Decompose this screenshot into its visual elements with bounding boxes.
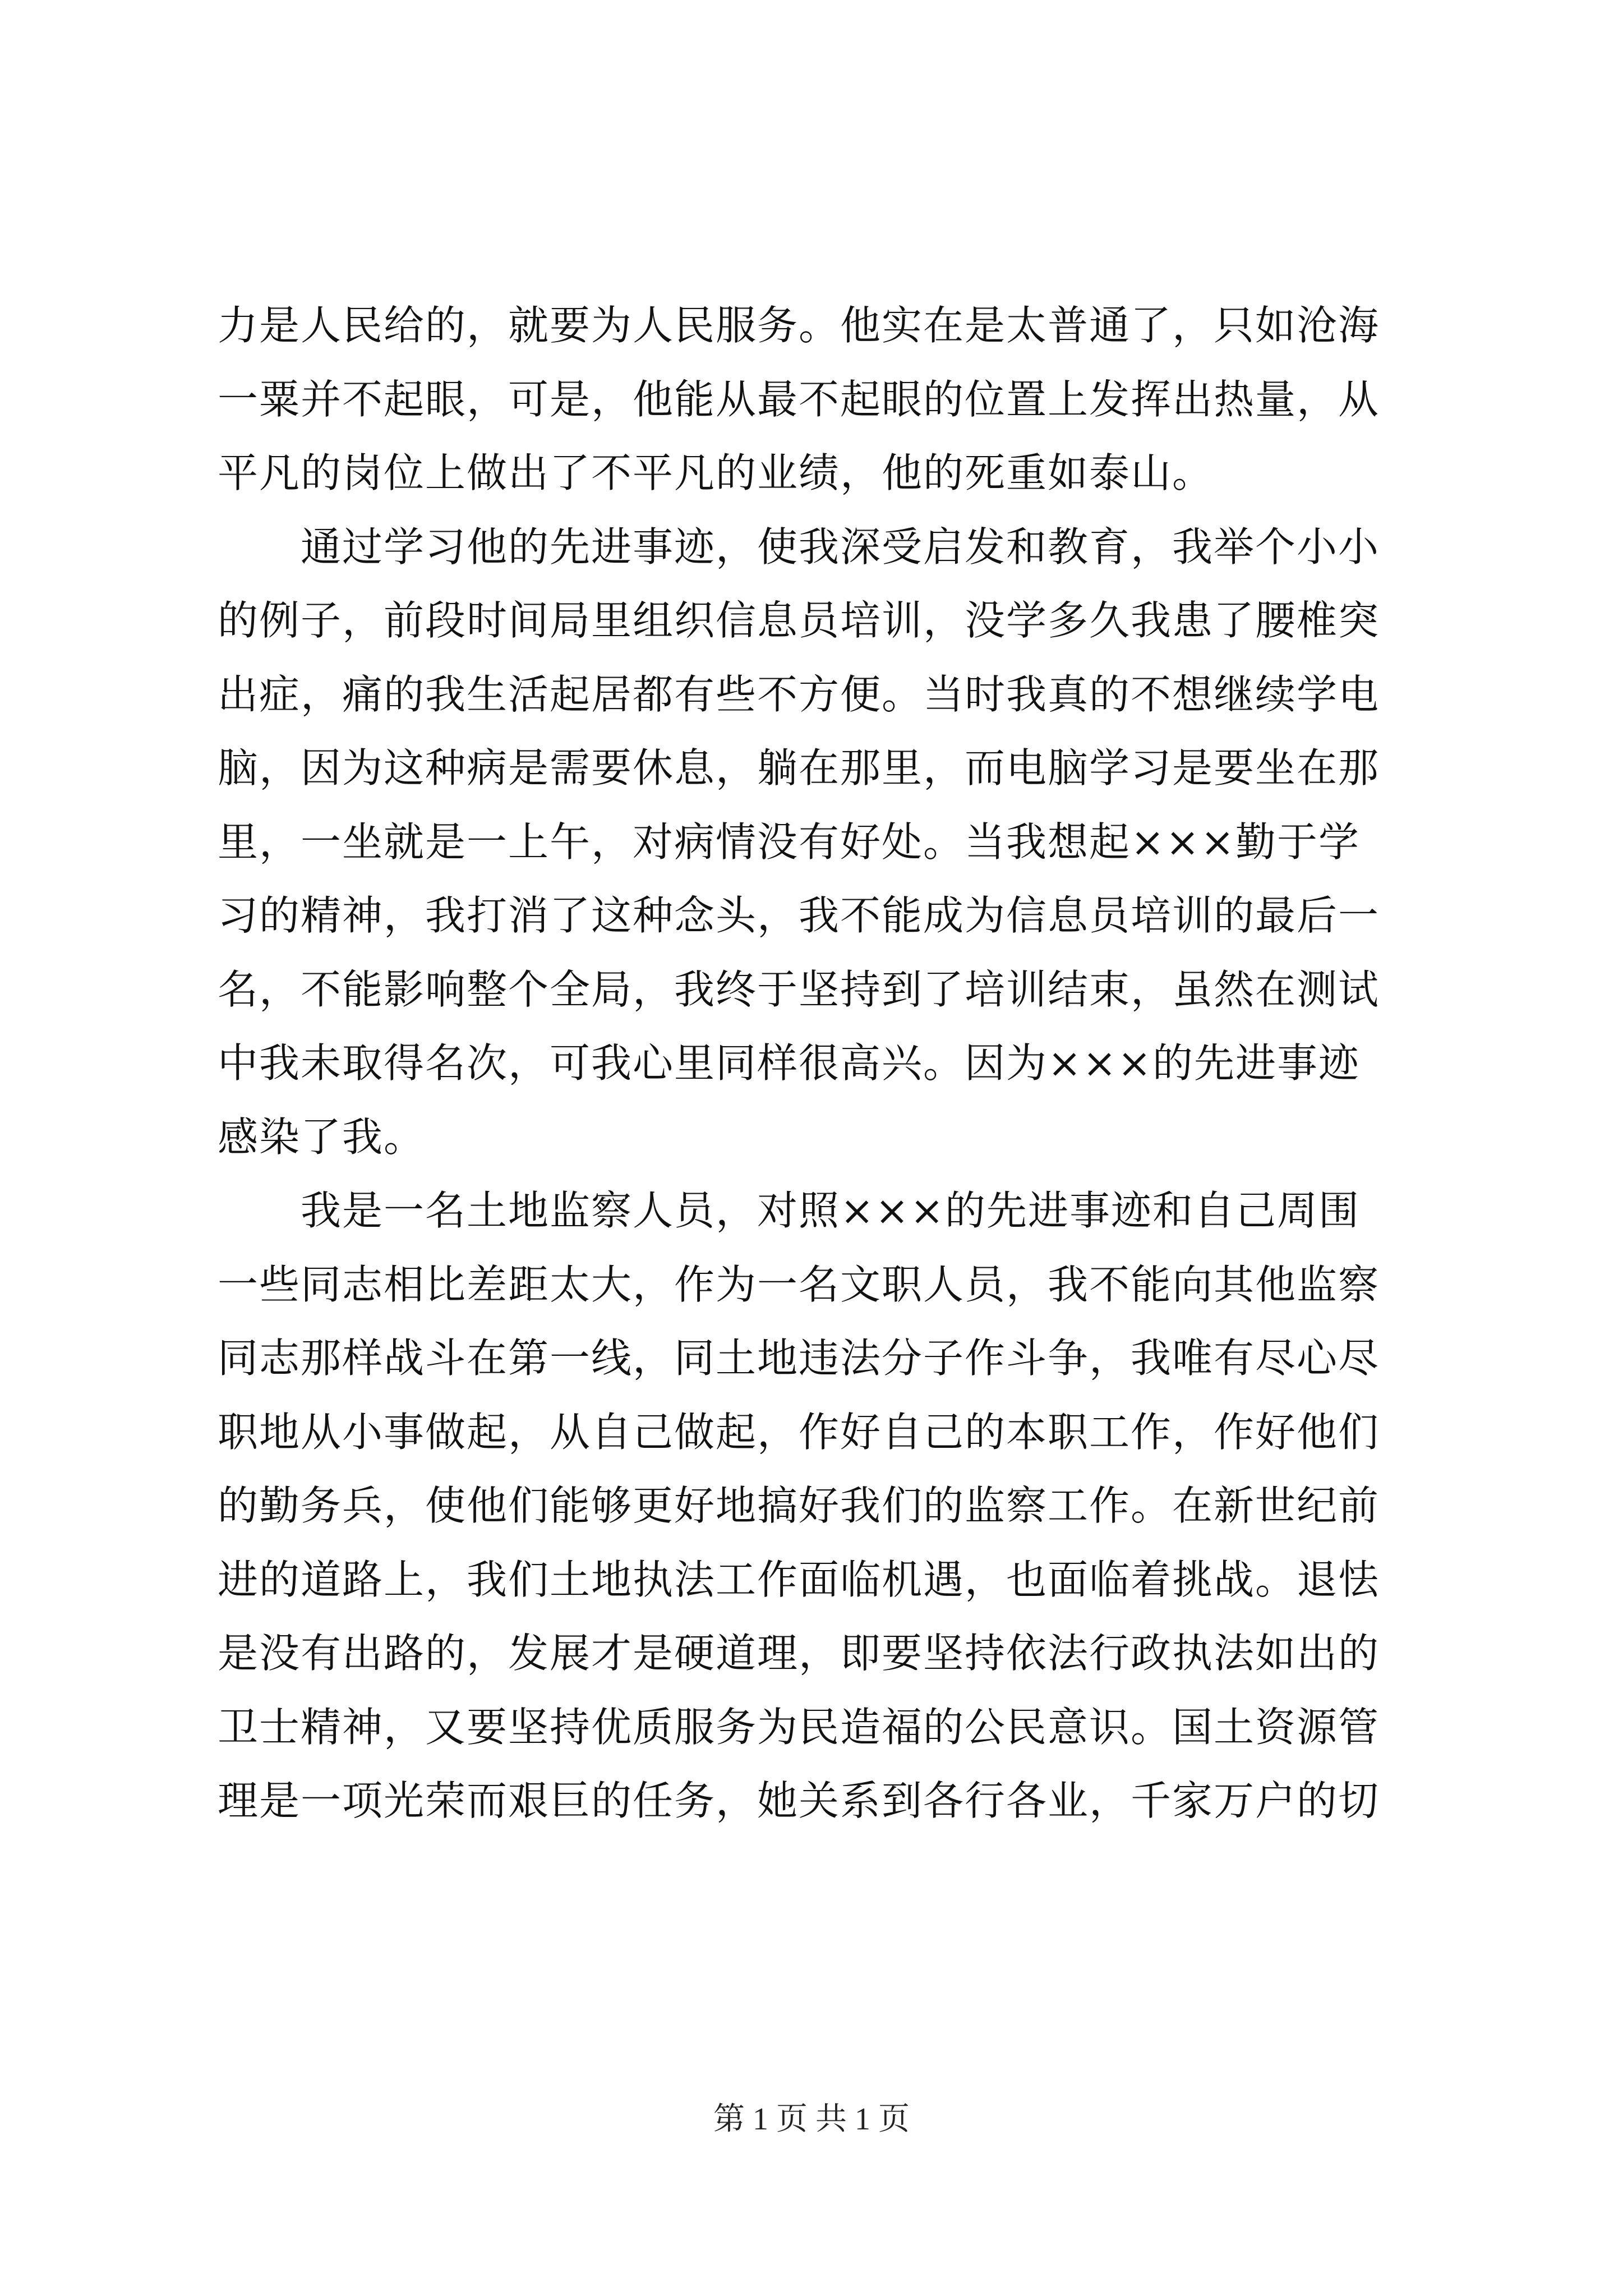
text-line: 一些同志相比差距太大，作为一名文职人员，我不能向其他监察 (218, 1260, 1380, 1308)
text-line: 通过学习他的先进事迹，使我深受启发和教育，我举个小小 (218, 523, 1380, 570)
page-number-label: 第 1 页 共 1 页 (713, 2102, 910, 2137)
text-line: 里，一坐就是一上午，对病情没有好处。当我想起×××勤于学 (218, 818, 1360, 866)
page-footer (0, 2097, 1623, 2142)
text-line: 名，不能影响整个全局，我终于坚持到了培训结束，虽然在测试 (218, 965, 1380, 1013)
text-line: 职地从小事做起，从自己做起，作好自己的本职工作，作好他们 (218, 1408, 1380, 1456)
text-line: 一粟并不起眼，可是，他能从最不起眼的位置上发挥出热量，从 (218, 375, 1380, 423)
text-line: 是没有出路的，发展才是硬道理，即要坚持依法行政执法如出的 (218, 1630, 1380, 1677)
text-line: 我是一名土地监察人员，对照×××的先进事迹和自己周围 (218, 1187, 1360, 1234)
text-line: 出症，痛的我生活起居都有些不方便。当时我真的不想继续学电 (218, 670, 1380, 718)
text-line: 感染了我。 (218, 1113, 426, 1161)
text-line: 理是一项光荣而艰巨的任务，她关系到各行各业，千家万户的切 (218, 1777, 1380, 1824)
text-line: 平凡的岗位上做出了不平凡的业绩，他的死重如泰山。 (218, 449, 1214, 496)
text-line: 中我未取得名次，可我心里同样很高兴。因为×××的先进事迹 (218, 1039, 1360, 1087)
text-line: 进的道路上，我们土地执法工作面临机遇，也面临着挑战。退怯 (218, 1556, 1380, 1603)
text-line: 脑，因为这种病是需要休息，躺在那里，而电脑学习是要坐在那 (218, 744, 1380, 792)
text-line: 的例子，前段时间局里组织信息员培训，没学多久我患了腰椎突 (218, 597, 1380, 644)
text-line: 卫士精神，又要坚持优质服务为民造福的公民意识。国土资源管 (218, 1703, 1380, 1751)
text-line: 力是人民给的，就要为人民服务。他实在是太普通了，只如沧海 (218, 302, 1380, 349)
text-line: 习的精神，我打消了这种念头，我不能成为信息员培训的最后一 (218, 892, 1380, 939)
text-line: 的勤务兵，使他们能够更好地搞好我们的监察工作。在新世纪前 (218, 1482, 1380, 1529)
text-line: 同志那样战斗在第一线，同土地违法分子作斗争，我唯有尽心尽 (218, 1335, 1380, 1382)
body-text (218, 289, 1429, 1838)
